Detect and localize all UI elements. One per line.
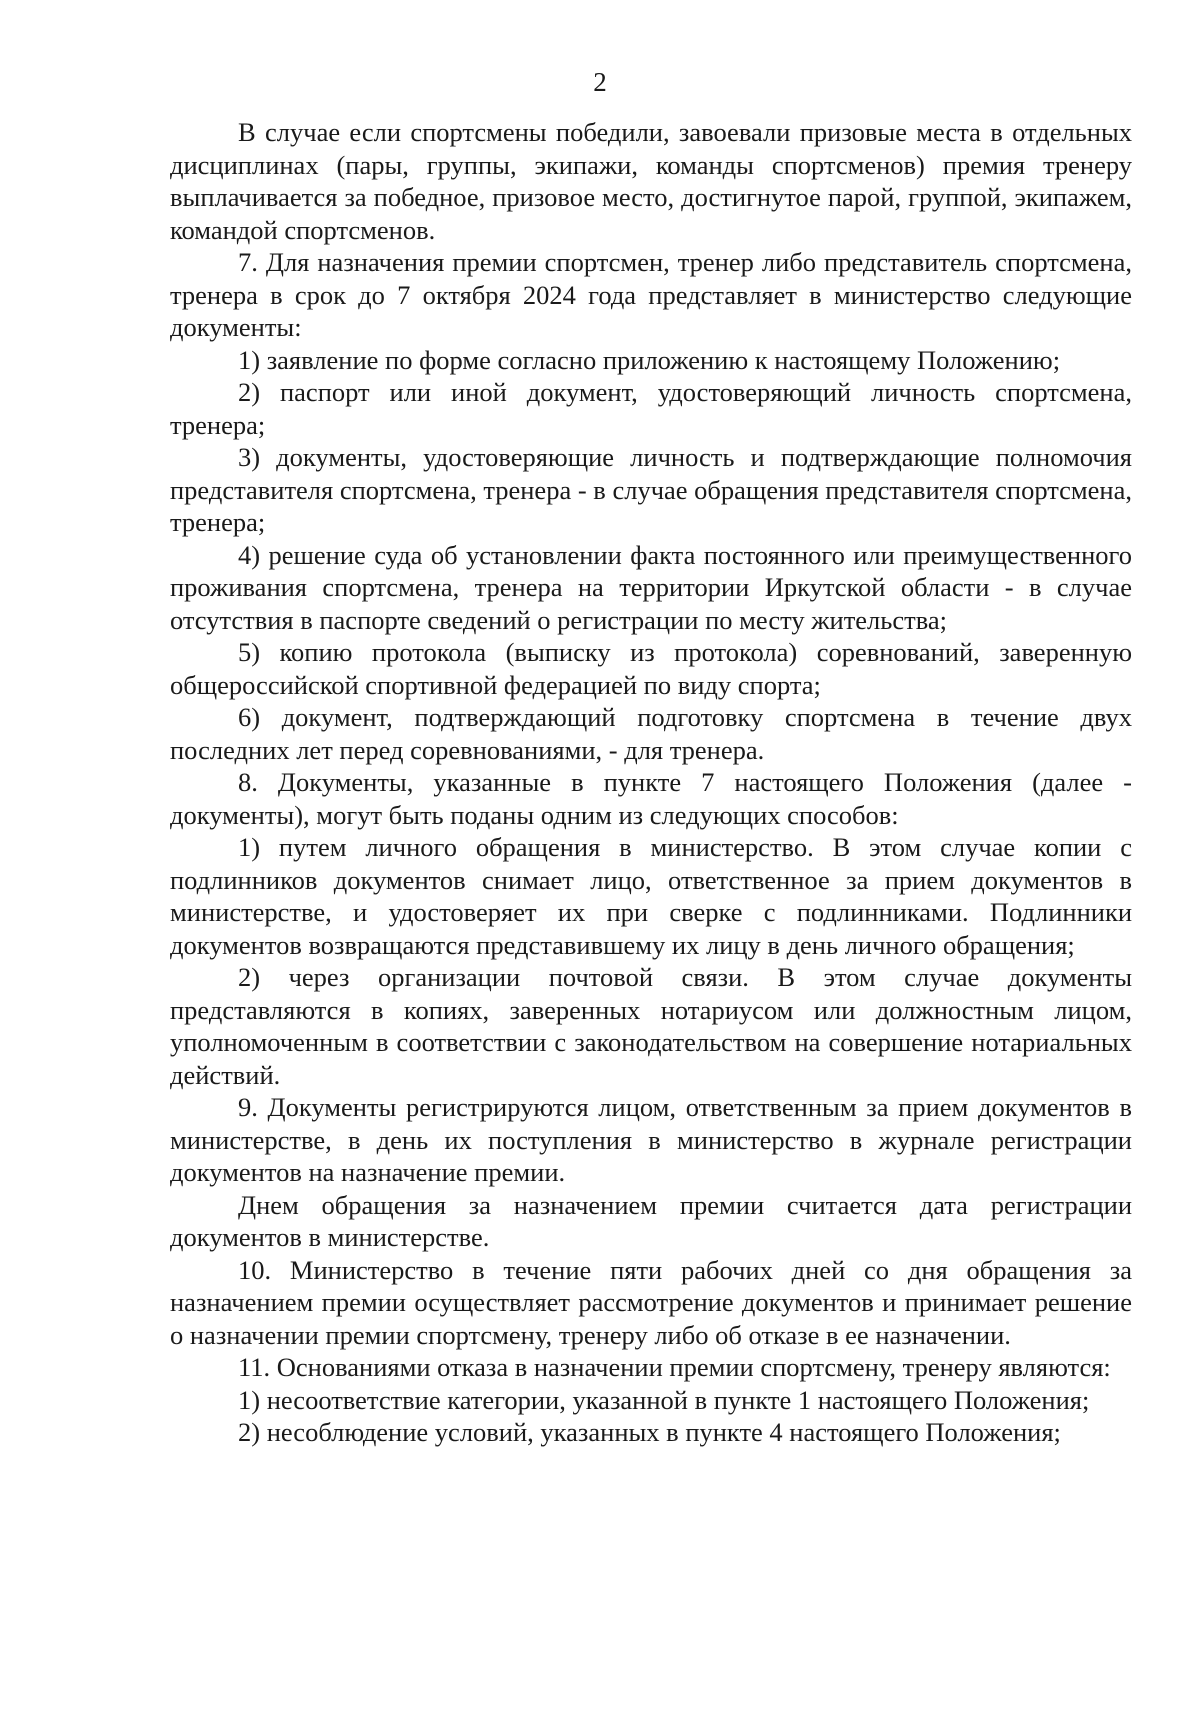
paragraph-9-registration: 9. Документы регистрируются лицом, ответственным за прием документов в министерстве, в день их поступления в министерство в журнале регистрации документов на назначение премии. [170,1092,1132,1187]
list-item-7-3: 3) документы, удостоверяющие личность и подтверждающие полномочия представителя спортсмена, тренера - в случае обращения представителя спортсмена, тренера; [170,442,1132,537]
paragraph-prize-groups: В случае если спортсмены победили, завоевали призовые места в отдельных дисциплинах (пары, группы, экипажи, команды спортсменов) премия тренеру выплачивается за победное, призовое место, достигнутое парой, группой, экипажем, командой спортсменов. [170,117,1132,245]
list-item-8-2: 2) через организации почтовой связи. В этом случае документы представляются в копиях, заверенных нотариусом или должностным лицом, уполномоченным в соответствии с законодательством на совершение нотариальных действий. [170,962,1132,1090]
list-item-7-1: 1) заявление по форме согласно приложению к настоящему Положению; [238,344,1061,375]
page-number: 2 [593,67,607,97]
list-item-11-2: 2) несоблюдение условий, указанных в пункте 4 настоящего Положения; [238,1417,1061,1447]
paragraph-8-submission: 8. Документы, указанные в пункте 7 настоящего Положения (далее - документы), могут быть поданы одним из следующих способов: [170,767,1132,830]
list-item-7-2: 2) паспорт или иной документ, удостоверяющий личность спортсмена, тренера; [170,377,1132,440]
list-item-7-5: 5) копию протокола (выписку из протокола) соревнований, заверенную общероссийской спортивной федерацией по виду спорта; [170,637,1132,700]
paragraph-7-documents: 7. Для назначения премии спортсмен, тренер либо представитель спортсмена, тренера в срок до 7 октября 2024 года представляет в министерство следующие документы: [170,247,1132,342]
paragraph-11-refusal-grounds: 11. Основаниями отказа в назначении премии спортсмену, тренеру являются: [238,1352,1111,1382]
list-item-7-4: 4) решение суда об установлении факта постоянного или преимущественного проживания спортсмена, тренера на территории Иркутской области - в случае отсутствия в паспорте сведений о регистрации по месту жительства; [170,539,1132,635]
list-item-7-6: 6) документ, подтверждающий подготовку спортсмена в течение двух последних лет перед соревнованиями, - для тренера. [170,702,1132,765]
paragraph-application-date: Днем обращения за назначением премии считается дата регистрации документов в министерстве. [170,1189,1132,1252]
paragraph-10-review: 10. Министерство в течение пяти рабочих дней со дня обращения за назначением премии осуществляет рассмотрение документов и принимает решение о назначении премии спортсмену, тренеру либо об отказе в ее назначении. [170,1254,1132,1350]
list-item-8-1: 1) путем личного обращения в министерство. В этом случае копии с подлинников документов снимает лицо, ответственное за прием документов в министерстве, и удостоверяет их при сверке с подлинниками. Подлинники документов возвращаются представившему их лицу в день личного обращения; [170,832,1132,960]
list-item-11-1: 1) несоответствие категории, указанной в пункте 1 настоящего Положения; [238,1384,1090,1415]
document-body [170,116,1132,1449]
